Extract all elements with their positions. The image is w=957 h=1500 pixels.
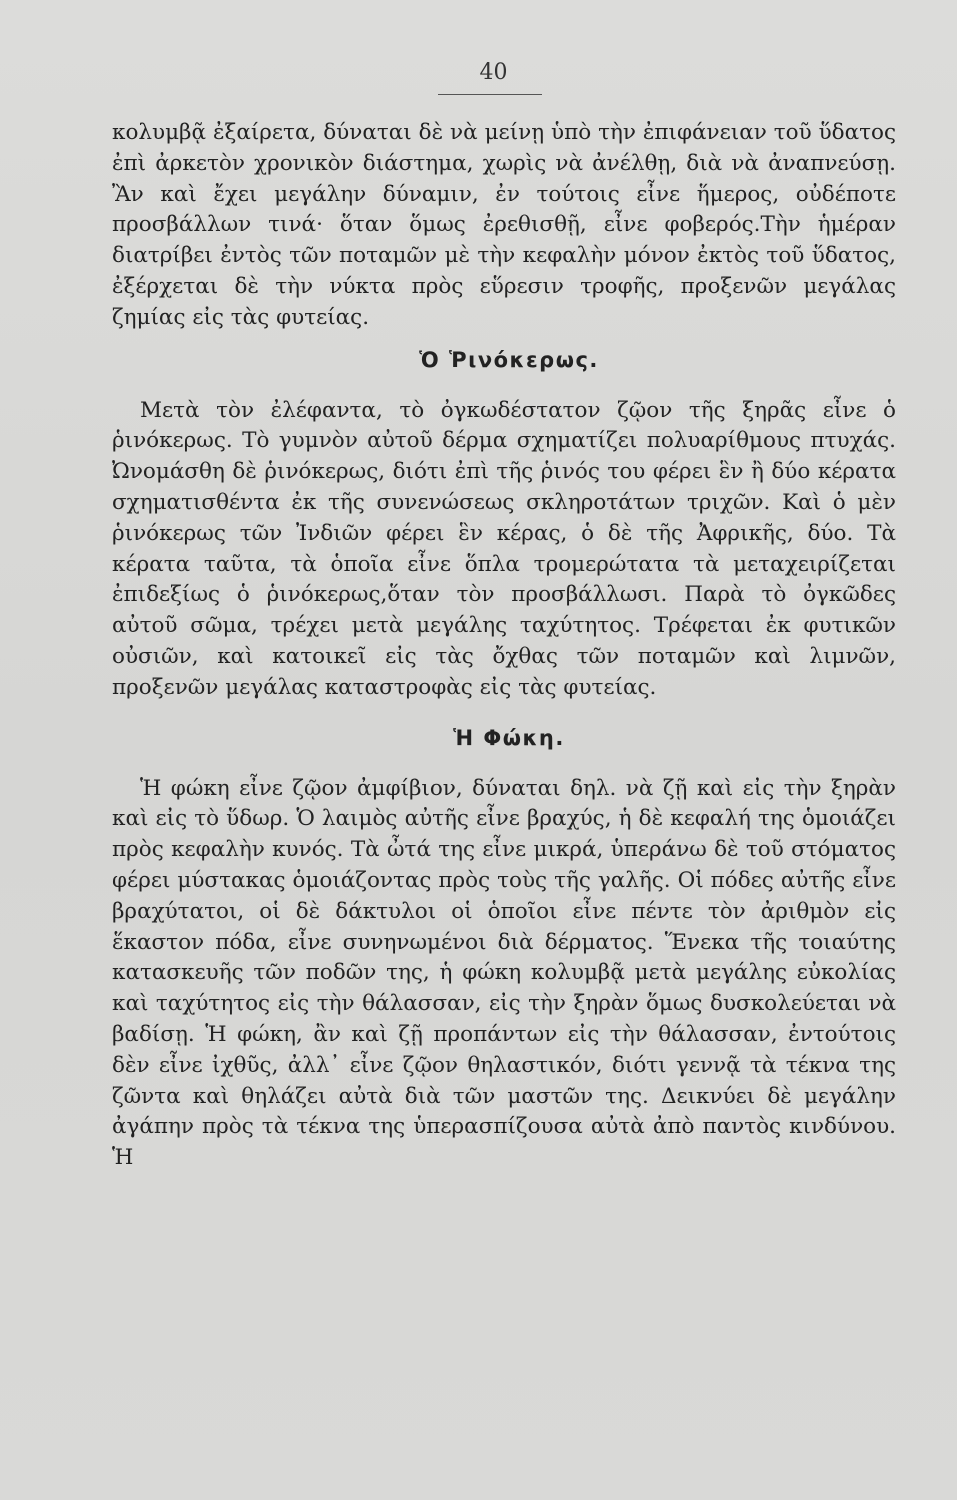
paragraph-hippopotamus-continued: κολυμβᾷ ἐξαίρετα, δύναται δὲ νὰ μείνῃ ὑπὸ τὴν ἐπιφάνειαν τοῦ ὕδατος ἐπὶ ἀρκετὸν χρονικὸν διάστημα, χωρὶς νὰ ἀνέλθῃ, διὰ νὰ ἀναπνεύσῃ. Ἂν καὶ ἔχει μεγάλην δύναμιν, ἐν τούτοις εἶνε ἥμερος, οὐδέποτε προσβάλλων τινά· ὅταν ὅμως ἐρεθισθῇ, εἶνε φοβερός.Τὴν ἡμέραν διατρίβει ἐντὸς τῶν ποταμῶν μὲ τὴν κεφαλὴν μόνον ἐκτὸς τοῦ ὕδατος, ἐξέρχεται δὲ τὴν νύκτα πρὸς εὕρεσιν τροφῆς, προξενῶν μεγάλας ζημίας εἰς τὰς φυτείας.: [112, 120, 896, 330]
paragraph-seal: Ἡ φώκη εἶνε ζῷον ἀμφίβιον, δύναται δηλ. νὰ ζῇ καὶ εἰς τὴν ξηρὰν καὶ εἰς τὸ ὕδωρ. Ὁ λαιμὸς αὐτῆς εἶνε βραχύς, ἡ δὲ κεφαλή της ὁμοιάζει πρὸς κεφαλὴν κυνός. Τὰ ὦτά της εἶνε μικρά, ὑπεράνω δὲ τοῦ στόματος φέρει μύστακας ὁμοιάζοντας πρὸς τοὺς τῆς γαλῆς. Οἱ πόδες αὐτῆς εἶνε βραχύτατοι, οἱ δὲ δάκτυλοι οἱ ὁποῖοι εἶνε πέντε τὸν ἀριθμὸν εἰς ἕκαστον πόδα, εἶνε συνηνωμένοι διὰ δέρματος. Ἕνεκα τῆς τοιαύτης κατασκευῆς τῶν ποδῶν της, ἡ φώκη κολυμβᾷ μετὰ μεγάλης εὐκολίας καὶ ταχύτητος εἰς τὴν θάλασσαν, εἰς τὴν ξηρὰν ὅμως δυσκολεύεται νὰ βαδίσῃ. Ἡ φώκη, ἂν καὶ ζῇ προπάντων εἰς τὴν θάλασσαν, ἐντούτοις δὲν εἶνε ἰχθῦς, ἀλλ᾽ εἶνε ζῷον θηλαστικόν, διότι γεννᾷ τὰ τέκνα της ζῶντα καὶ θηλάζει αὐτὰ διὰ τῶν μαστῶν της. Δεικνύει δὲ μεγάλην ἀγάπην πρὸς τὰ τέκνα της ὑπερασπίζουσα αὐτὰ ἀπὸ παντὸς κινδύνου. Ἡ: [112, 775, 896, 1171]
page-number-rule: [438, 94, 542, 95]
paragraph-rhinoceros: Μετὰ τὸν ἐλέφαντα, τὸ ὀγκωδέστατον ζῷον τῆς ξηρᾶς εἶνε ὁ ῥινόκερως. Τὸ γυμνὸν αὐτοῦ δέρμα σχηματίζει πολυαρίθμους πτυχάς. Ὠνομάσθη δὲ ῥινόκερως, διότι ἐπὶ τῆς ῥινός του φέρει ἓν ἢ δύο κέρατα σχηματισθέντα ἐκ τῆς συνενώσεως σκληροτάτων τριχῶν. Καὶ ὁ μὲν ῥινόκερως τῶν Ἰνδιῶν φέρει ἓν κέρας, ὁ δὲ τῆς Ἀφρικῆς, δύο. Τὰ κέρατα ταῦτα, τὰ ὁποῖα εἶνε ὅπλα τρομερώτατα τὰ μεταχειρίζεται ἐπιδεξίως ὁ ῥινόκερως,ὅταν τὸν προσβάλλωσι. Παρὰ τὸ ὀγκῶδες αὐτοῦ σῶμα, τρέχει μετὰ μεγάλης ταχύτητος. Τρέφεται ἐκ φυτικῶν οὐσιῶν, καὶ κατοικεῖ εἰς τὰς ὄχθας τῶν ποταμῶν καὶ λιμνῶν, προξενῶν μεγάλας καταστροφὰς εἰς τὰς φυτείας.: [112, 397, 896, 700]
text-column: [112, 118, 896, 1174]
section-heading-rhinoceros: Ὁ Ῥινόκερως.: [419, 347, 599, 372]
page-number: 40: [479, 60, 508, 85]
section-heading-seal: Ἡ Φώκη.: [453, 725, 565, 750]
